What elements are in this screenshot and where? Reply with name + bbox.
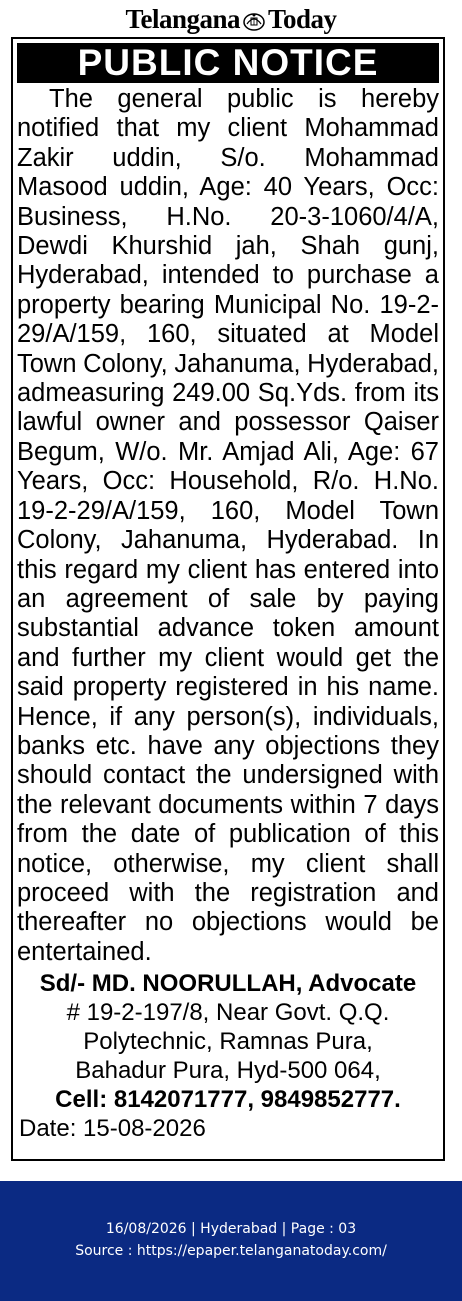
signatory-address-line-1: # 19-2-197/8, Near Govt. Q.Q.: [66, 999, 390, 1027]
signatory-address-line-3: Bahadur Pura, Hyd-500 064,: [75, 1057, 381, 1085]
notice-signature-block: [17, 969, 439, 1114]
signatory-name: Sd/- MD. NOORULLAH, Advocate: [39, 970, 417, 998]
public-notice-box: [11, 37, 445, 1161]
notice-date: Date: 15-08-2026: [19, 1115, 206, 1143]
footer-edition-line: 16/08/2026 | Hyderabad | Page : 03: [105, 1221, 357, 1237]
newspaper-masthead: [0, 0, 462, 38]
masthead-name-left: Telangana: [125, 3, 240, 34]
epaper-footer: [0, 1181, 462, 1301]
notice-body: The general public is hereby notified that my client Mohammad Zakir uddin, S/o. Mohammad Masood uddin, Age: 40 Years, Occ: Business, H.No. 20-3-1060/4/A, Dewdi Khurshid jah, Shah gunj, Hyderabad, intended to purchase a property bearing Municipal No. 19-2-29/A/159, 160, situated at Model Town Colony, Jahanuma, Hyderabad, admeasuring 249.00 Sq.Yds. from its lawful owner and possessor Qaiser Begum, W/o. Mr. Amjad Ali, Age: 67 Years, Occ: Household, R/o. H.No. 19-2-29/A/159, 160, Model Town Colony, Jahanuma, Hyderabad. In this regard my client has entered into an agreement of sale by paying substantial advance token amount and further my client would get the said property registered in his name. Hence, if any person(s), individuals, banks etc. have any objections they should contact the undersigned with the relevant documents within 7 days from the date of publication of this notice, otherwise, my client shall proceed with the registration and thereafter no objections would be entertained.: [17, 85, 439, 966]
signatory-address-line-2: Polytechnic, Ramnas Pura,: [83, 1028, 373, 1056]
newspaper-emblem-icon: [243, 8, 265, 30]
masthead-name-right: Today: [268, 3, 337, 34]
notice-title: PUBLIC NOTICE: [17, 43, 439, 83]
footer-source-link[interactable]: Source : https://epaper.telanganatoday.com/: [75, 1243, 387, 1259]
signatory-cell-numbers: Cell: 8142071777, 9849852777.: [55, 1086, 401, 1114]
